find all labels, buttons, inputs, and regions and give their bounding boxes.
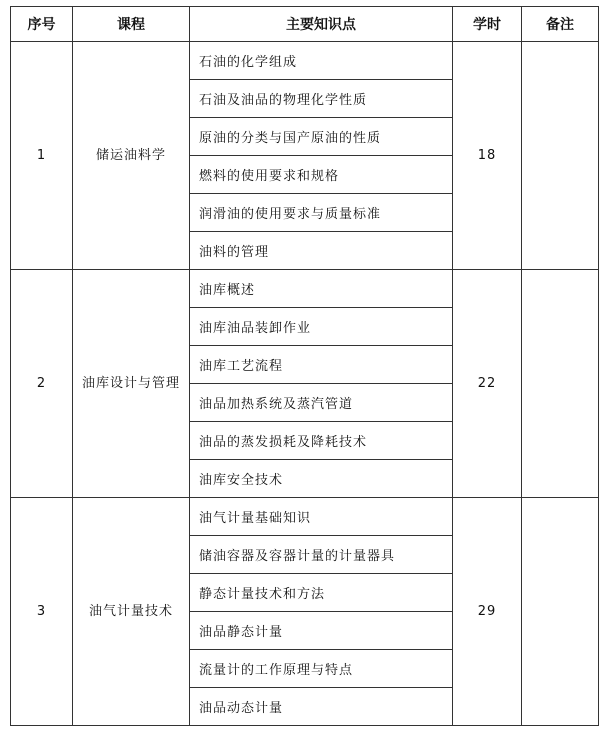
header-row [11, 7, 599, 42]
topic-cell: 油库油品装卸作业 [190, 308, 453, 346]
header-topics: 主要知识点 [190, 7, 453, 42]
hours-cell: 22 [453, 270, 522, 498]
topic-cell: 油气计量基础知识 [190, 498, 453, 536]
topic-cell: 石油的化学组成 [190, 42, 453, 80]
table-row [11, 270, 599, 308]
table-row [11, 42, 599, 80]
course-cell: 油库设计与管理 [73, 270, 190, 498]
topic-cell: 石油及油品的物理化学性质 [190, 80, 453, 118]
header-course: 课程 [73, 7, 190, 42]
seq-cell: 1 [11, 42, 73, 270]
header-seq: 序号 [11, 7, 73, 42]
topic-cell: 油库安全技术 [190, 460, 453, 498]
topic-cell: 油品加热系统及蒸汽管道 [190, 384, 453, 422]
topic-cell: 油品动态计量 [190, 688, 453, 726]
table-header [11, 7, 599, 42]
topic-cell: 静态计量技术和方法 [190, 574, 453, 612]
topic-cell: 油库概述 [190, 270, 453, 308]
notes-cell [522, 270, 599, 498]
hours-cell: 18 [453, 42, 522, 270]
topic-cell: 油品静态计量 [190, 612, 453, 650]
header-hours: 学时 [453, 7, 522, 42]
topic-cell: 油料的管理 [190, 232, 453, 270]
curriculum-table [10, 6, 599, 726]
header-notes: 备注 [522, 7, 599, 42]
topic-cell: 燃料的使用要求和规格 [190, 156, 453, 194]
topic-cell: 润滑油的使用要求与质量标准 [190, 194, 453, 232]
hours-cell: 29 [453, 498, 522, 726]
topic-cell: 油库工艺流程 [190, 346, 453, 384]
table-row [11, 498, 599, 536]
notes-cell [522, 42, 599, 270]
seq-cell: 3 [11, 498, 73, 726]
seq-cell: 2 [11, 270, 73, 498]
course-cell: 油气计量技术 [73, 498, 190, 726]
topic-cell: 储油容器及容器计量的计量器具 [190, 536, 453, 574]
course-cell: 储运油料学 [73, 42, 190, 270]
topic-cell: 油品的蒸发损耗及降耗技术 [190, 422, 453, 460]
topic-cell: 原油的分类与国产原油的性质 [190, 118, 453, 156]
table-body [11, 42, 599, 726]
notes-cell [522, 498, 599, 726]
topic-cell: 流量计的工作原理与特点 [190, 650, 453, 688]
